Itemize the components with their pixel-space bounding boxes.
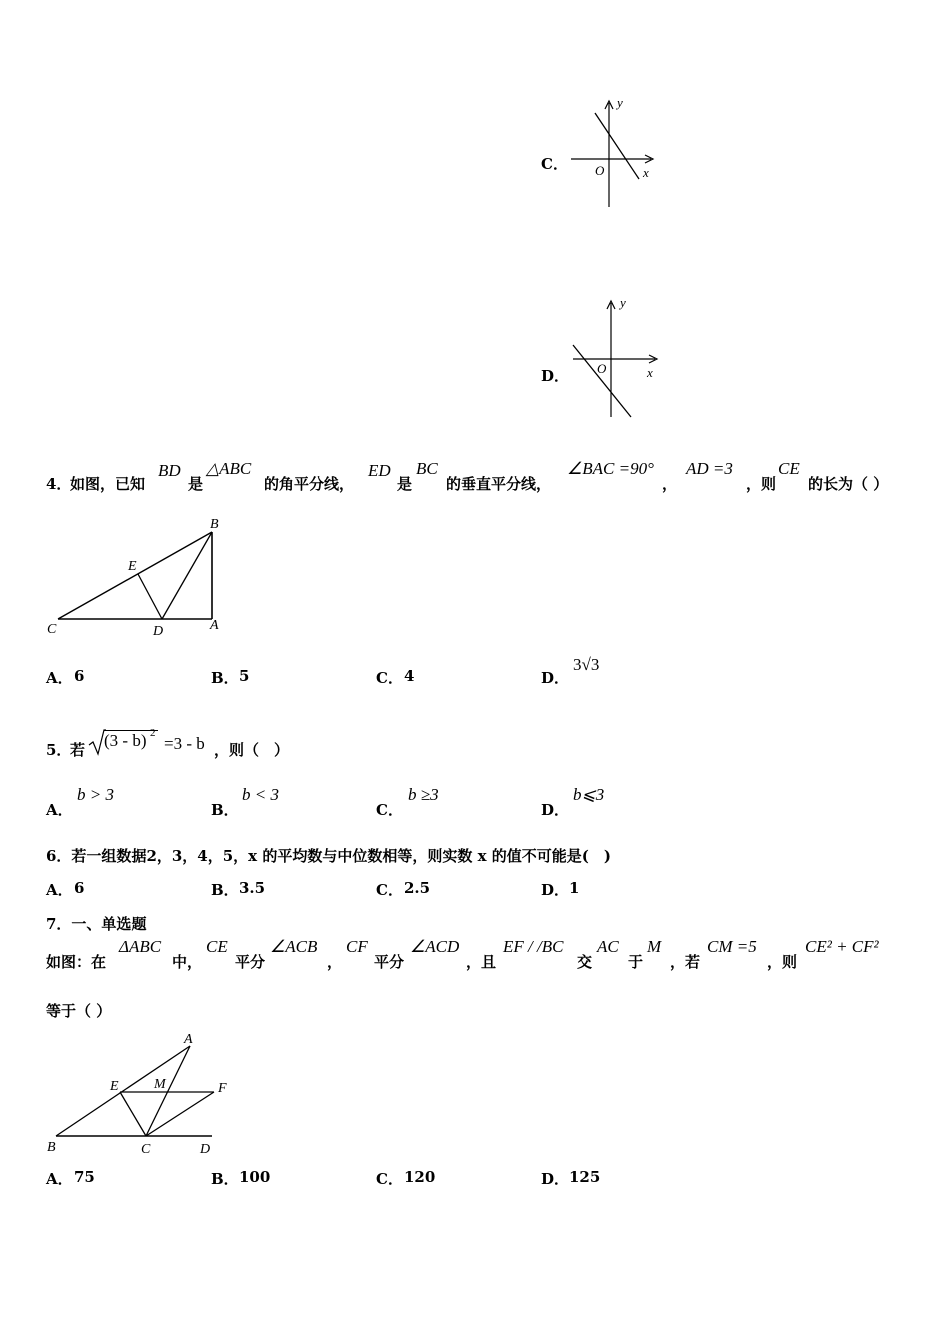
q7-option-b-label[interactable]: B． bbox=[211, 1170, 239, 1188]
q4-option-a-label[interactable]: A． bbox=[46, 669, 73, 687]
q4-text-6: ，则 bbox=[746, 475, 777, 493]
q7-cm: CM =5 bbox=[707, 937, 757, 956]
q4-triangle: △ABC bbox=[206, 459, 252, 478]
q4-label-b: B bbox=[210, 517, 219, 532]
q5-option-c-value: b ≥3 bbox=[408, 785, 439, 804]
q3d-axis-y: y bbox=[620, 295, 626, 310]
q6-option-d-value: 1 bbox=[569, 879, 580, 897]
q7-cf: CF bbox=[346, 937, 368, 956]
q7-option-d-label[interactable]: D． bbox=[541, 1170, 570, 1188]
q7-text-11: 等于（ ） bbox=[46, 1002, 112, 1020]
q7-text-6: ，且 bbox=[466, 953, 497, 971]
q3c-origin: O bbox=[595, 163, 605, 178]
q4-text-5: 的垂直平分线， bbox=[446, 475, 552, 493]
q4-text-7: 的长为（ ） bbox=[808, 475, 889, 493]
q7-ac: AC bbox=[597, 937, 619, 956]
q6-option-b-label[interactable]: B． bbox=[211, 881, 239, 899]
q3-option-d-label: D． bbox=[541, 367, 570, 385]
q4-label-a: A bbox=[210, 618, 219, 633]
q5-option-c-label[interactable]: C． bbox=[376, 801, 403, 819]
q6-option-a-label[interactable]: A． bbox=[46, 881, 73, 899]
q6-option-a-value: 6 bbox=[74, 879, 85, 897]
q7-label-c: C bbox=[141, 1142, 151, 1157]
q7-text-7: 交 bbox=[577, 953, 593, 971]
q7-text-8: 于 bbox=[628, 953, 644, 971]
q7-option-b-value: 100 bbox=[239, 1168, 271, 1186]
q6-option-c-value: 2.5 bbox=[404, 879, 431, 897]
q7-text-1: 如图：在 bbox=[46, 953, 107, 971]
q4-text-1: 如图，已知 bbox=[70, 475, 146, 493]
q7-ce: CE bbox=[206, 937, 228, 956]
q5-option-b-label[interactable]: B． bbox=[211, 801, 239, 819]
q4-label-e: E bbox=[128, 559, 137, 574]
q5-text-2: ，则（ ） bbox=[214, 741, 290, 759]
q5-option-a-label[interactable]: A． bbox=[46, 801, 73, 819]
q5-option-b-value: b < 3 bbox=[242, 785, 279, 804]
q3c-axis-y: y bbox=[617, 95, 623, 110]
q5-option-d-value: b⩽3 bbox=[573, 785, 605, 804]
q6-option-c-label[interactable]: C． bbox=[376, 881, 403, 899]
q7-text-10: ，则 bbox=[767, 953, 798, 971]
q7-text-2: 中， bbox=[172, 953, 203, 971]
q4-text-2: 是 bbox=[188, 475, 204, 493]
q3-option-c-label: C． bbox=[541, 155, 568, 173]
q5-text-1: 若 bbox=[70, 741, 86, 759]
q4-num: 4． bbox=[46, 475, 72, 493]
q7-option-d-value: 125 bbox=[569, 1168, 601, 1186]
q6-option-d-label[interactable]: D． bbox=[541, 881, 570, 899]
q7-m: M bbox=[647, 937, 662, 956]
q4-option-c-value: 4 bbox=[404, 667, 415, 685]
q5-option-d-label[interactable]: D． bbox=[541, 801, 570, 819]
q7-label-b: B bbox=[47, 1140, 56, 1155]
q4-text-3: 的角平分线， bbox=[264, 475, 355, 493]
q3d-axis-x: x bbox=[647, 365, 653, 380]
q3-option-c-graph bbox=[565, 95, 665, 210]
q5-num: 5． bbox=[46, 741, 72, 759]
q4-label-d: D bbox=[153, 624, 164, 639]
q5-exponent: 2 bbox=[150, 727, 156, 739]
q7-text-5: 平分 bbox=[374, 953, 405, 971]
q5-radicand: (3 - b) bbox=[104, 731, 147, 750]
q3c-axis-x: x bbox=[643, 165, 649, 180]
q7-text-4: ， bbox=[327, 953, 343, 971]
q7-option-a-label[interactable]: A． bbox=[46, 1170, 73, 1188]
q7-acb: ∠ACB bbox=[270, 937, 318, 956]
q4-figure bbox=[44, 512, 244, 642]
q4-bd: BD bbox=[158, 461, 181, 480]
q7-label-m: M bbox=[154, 1077, 166, 1092]
q4-option-a-value: 6 bbox=[74, 667, 85, 685]
q7-figure bbox=[44, 1030, 244, 1162]
q4-option-d-label[interactable]: D． bbox=[541, 669, 570, 687]
q5-rhs: =3 - b bbox=[164, 734, 205, 753]
q7-label-e: E bbox=[110, 1079, 119, 1094]
q7-acd: ∠ACD bbox=[410, 937, 460, 956]
q7-efbc: EF / /BC bbox=[503, 937, 564, 956]
q7-triangle: ΔABC bbox=[119, 937, 162, 956]
q4-angle: ∠BAC =90° bbox=[567, 459, 654, 478]
q6-option-b-value: 3.5 bbox=[239, 879, 266, 897]
q4-option-c-label[interactable]: C． bbox=[376, 669, 403, 687]
q4-text-4: 是 bbox=[397, 475, 413, 493]
q6-stem: 6．若一组数据2，3，4，5，x 的平均数与中位数相等，则实数 x 的值不可能是( ) bbox=[46, 847, 611, 865]
q7-header: 7．一、单选题 bbox=[46, 915, 147, 933]
q7-text-9: ，若 bbox=[670, 953, 701, 971]
q7-label-d: D bbox=[200, 1142, 211, 1157]
q7-option-c-label[interactable]: C． bbox=[376, 1170, 403, 1188]
q7-label-a: A bbox=[184, 1032, 193, 1047]
q7-text-3: 平分 bbox=[235, 953, 266, 971]
q5-option-a-value: b > 3 bbox=[77, 785, 114, 804]
q7-sum: CE² + CF² bbox=[805, 937, 879, 956]
q4-comma: ， bbox=[662, 475, 678, 493]
q4-option-b-value: 5 bbox=[239, 667, 250, 685]
q4-ce: CE bbox=[778, 459, 800, 478]
q4-option-d-value: 3√3 bbox=[573, 655, 600, 674]
q7-option-a-value: 75 bbox=[74, 1168, 95, 1186]
q4-ad: AD =3 bbox=[686, 459, 733, 478]
q4-label-c: C bbox=[47, 622, 57, 637]
q3d-origin: O bbox=[597, 361, 607, 376]
q4-option-b-label[interactable]: B． bbox=[211, 669, 239, 687]
q4-ed: ED bbox=[368, 461, 391, 480]
q7-option-c-value: 120 bbox=[404, 1168, 436, 1186]
q3-option-d-graph bbox=[565, 295, 665, 420]
q7-label-f: F bbox=[218, 1081, 227, 1096]
q4-bc: BC bbox=[416, 459, 438, 478]
